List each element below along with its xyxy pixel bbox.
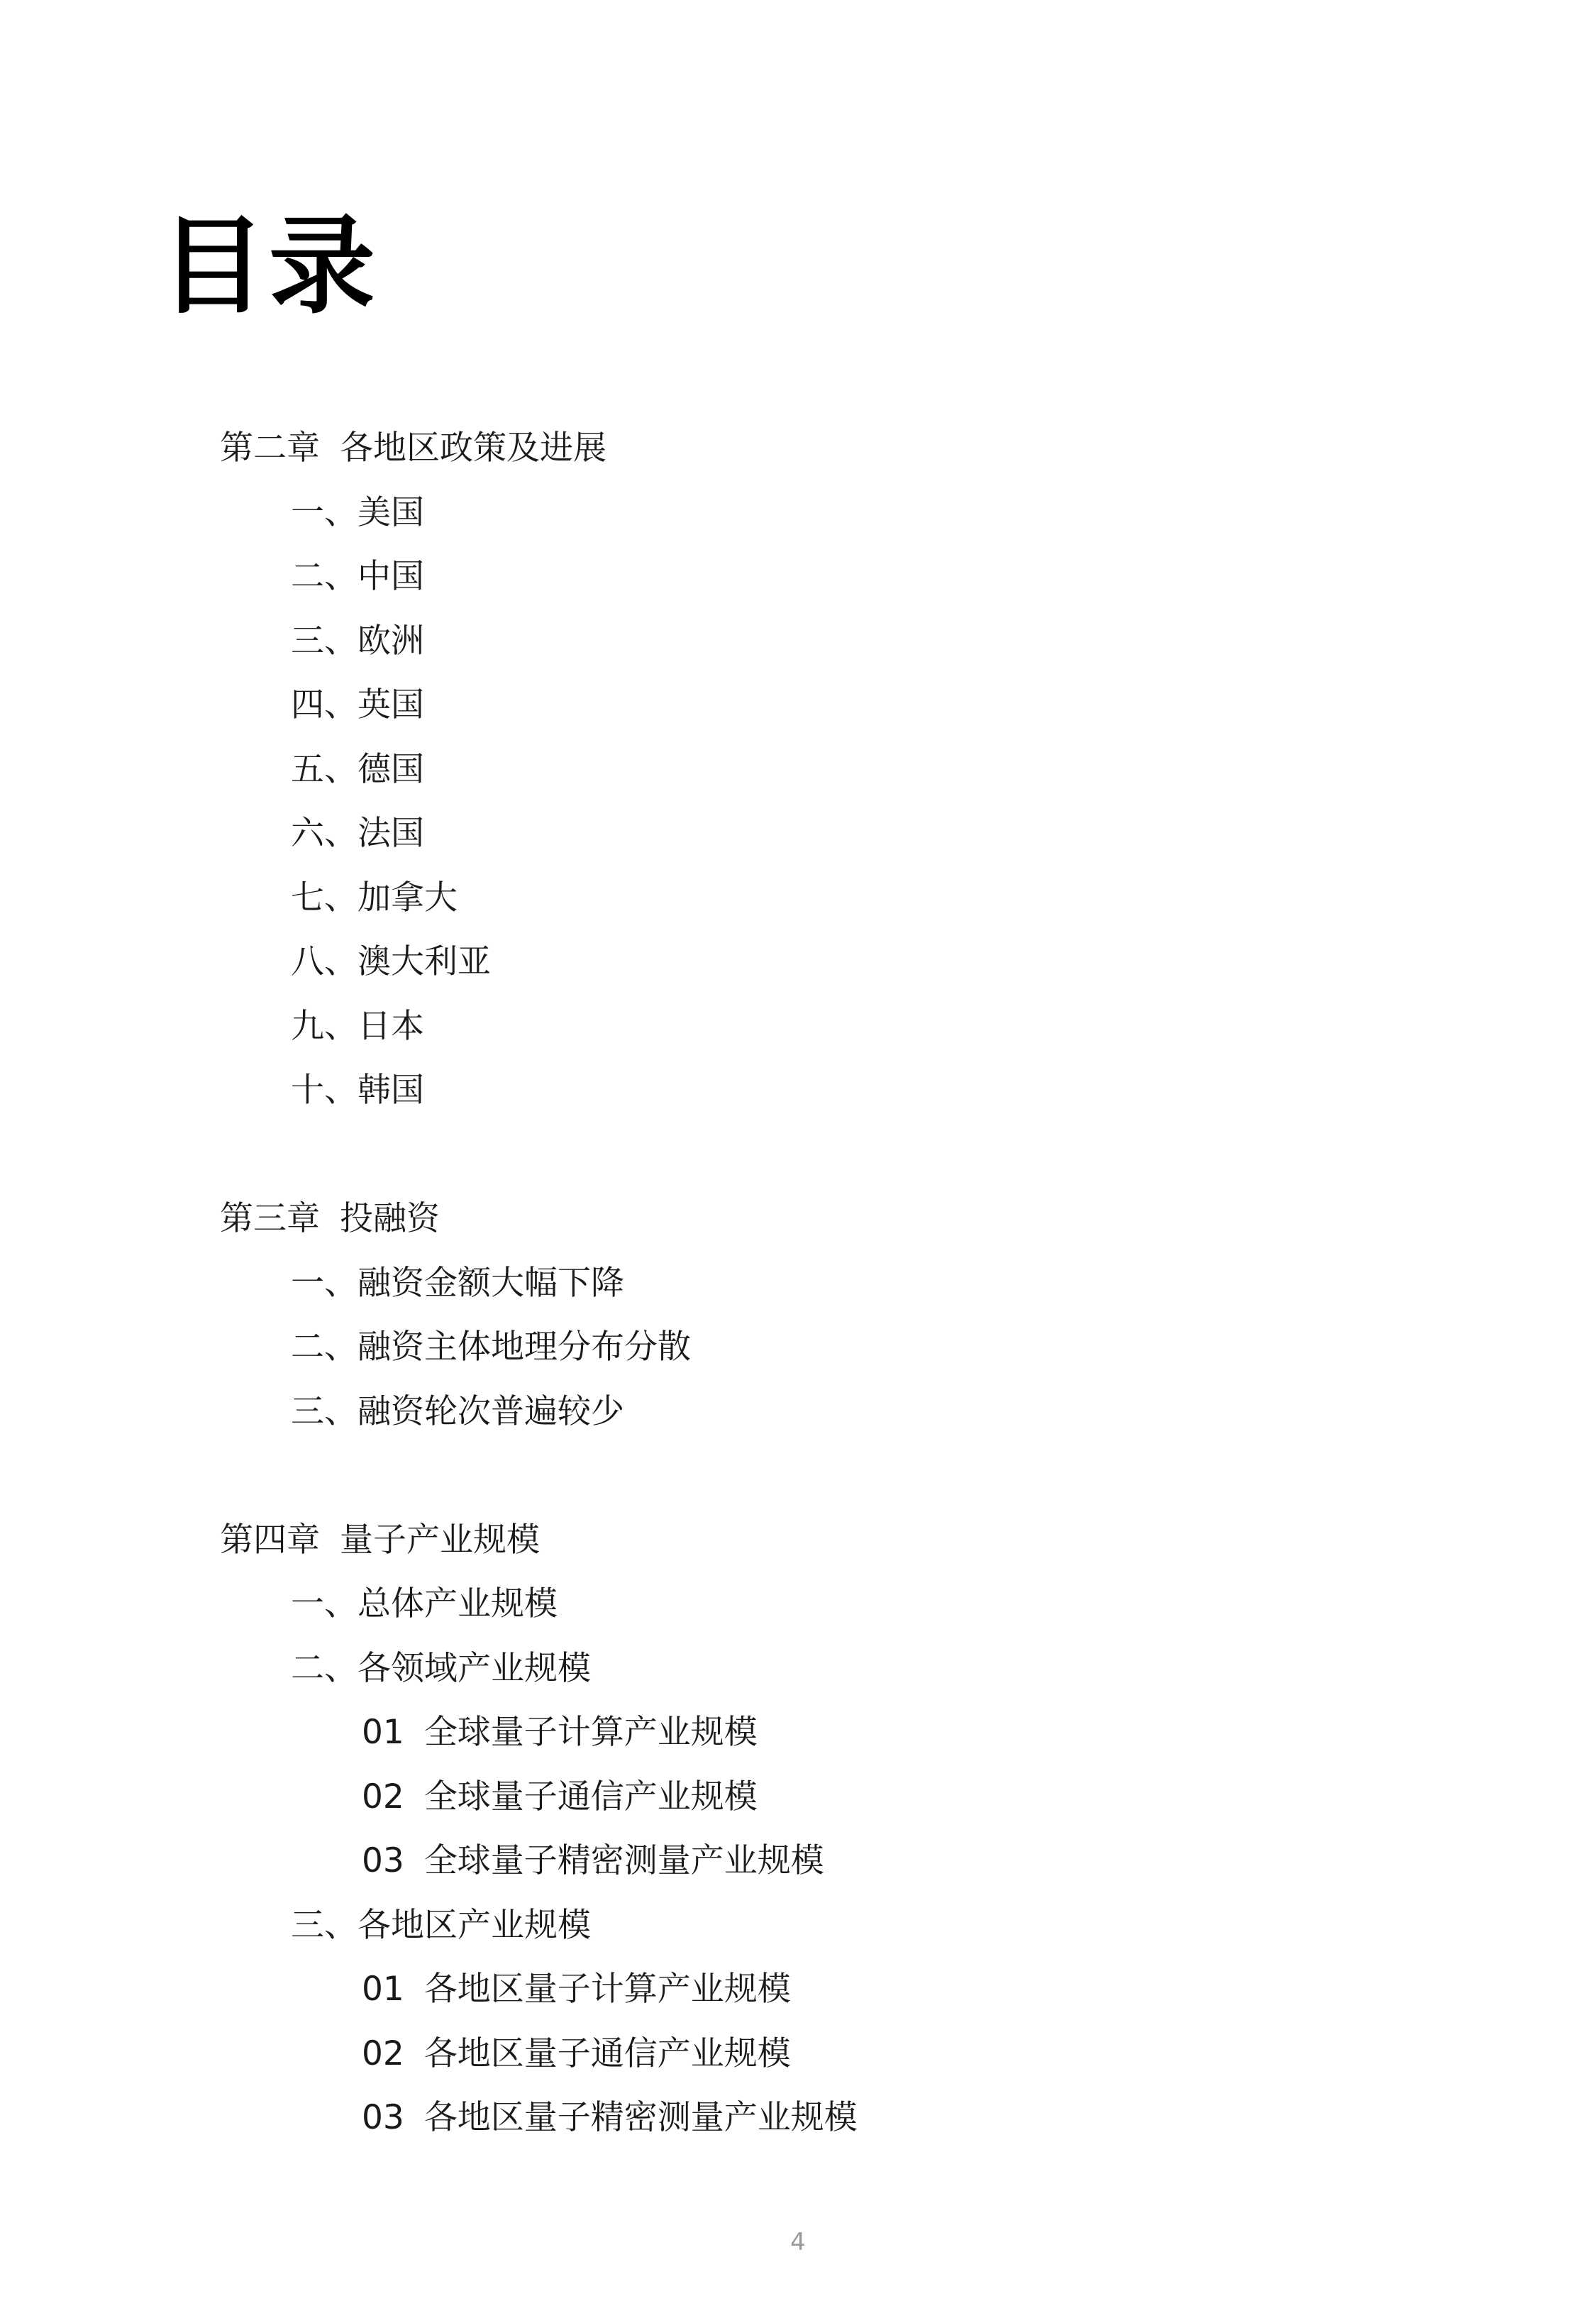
chapter-title: 投融资 <box>340 1199 440 1238</box>
toc-chapter-3[interactable] <box>220 1187 440 1251</box>
toc-item[interactable]: 六、法国 <box>291 814 424 853</box>
subitem-number: 01 <box>362 1970 404 2009</box>
chapter-title: 量子产业规模 <box>340 1521 540 1560</box>
subitem-number: 03 <box>362 2098 404 2137</box>
toc-item[interactable]: 五、德国 <box>291 750 424 789</box>
toc-item[interactable]: 九、日本 <box>291 1007 424 1046</box>
subitem-title: 全球量子通信产业规模 <box>423 1777 758 1816</box>
chapter-title: 各地区政策及进展 <box>340 429 606 468</box>
subitem-number: 03 <box>362 1841 404 1880</box>
toc-subitem[interactable] <box>362 1765 758 1829</box>
page-title: 目录 <box>160 204 379 329</box>
toc-item[interactable]: 一、美国 <box>291 493 424 532</box>
toc-subitem[interactable] <box>362 1958 791 2021</box>
chapter-number: 第二章 <box>220 429 320 468</box>
chapter-number: 第三章 <box>220 1199 320 1238</box>
subitem-title: 各地区量子通信产业规模 <box>423 2034 791 2073</box>
toc-item[interactable]: 八、澳大利亚 <box>291 942 491 981</box>
toc-item[interactable]: 二、融资主体地理分布分散 <box>291 1328 691 1367</box>
subitem-title: 全球量子计算产业规模 <box>423 1713 758 1752</box>
toc-item[interactable]: 一、总体产业规模 <box>291 1584 558 1623</box>
toc-item[interactable]: 三、欧洲 <box>291 622 424 661</box>
toc-item[interactable]: 二、中国 <box>291 557 424 596</box>
subitem-number: 01 <box>362 1713 404 1752</box>
subitem-number: 02 <box>362 1777 404 1816</box>
toc-chapter-4[interactable] <box>220 1508 540 1572</box>
subitem-title: 全球量子精密测量产业规模 <box>423 1841 824 1880</box>
toc-subitem[interactable] <box>362 1829 824 1893</box>
subitem-number: 02 <box>362 2034 404 2073</box>
subitem-title: 各地区量子计算产业规模 <box>423 1970 791 2009</box>
toc-item[interactable]: 三、各地区产业规模 <box>291 1906 591 1945</box>
toc-subitem[interactable] <box>362 2022 791 2086</box>
chapter-number: 第四章 <box>220 1521 320 1560</box>
subitem-title: 各地区量子精密测量产业规模 <box>423 2098 858 2137</box>
toc-subitem[interactable] <box>362 1701 758 1765</box>
toc-item[interactable]: 十、韩国 <box>291 1071 424 1110</box>
toc-subitem[interactable] <box>362 2086 858 2150</box>
toc-item[interactable]: 四、英国 <box>291 685 424 724</box>
toc-item[interactable]: 七、加拿大 <box>291 878 458 917</box>
toc-item[interactable]: 一、融资金额大幅下降 <box>291 1264 624 1303</box>
toc-item[interactable]: 二、各领域产业规模 <box>291 1649 591 1688</box>
toc-chapter-2[interactable] <box>220 416 606 480</box>
toc-item[interactable]: 三、融资轮次普遍较少 <box>291 1392 624 1431</box>
page-number: 4 <box>790 2228 806 2256</box>
